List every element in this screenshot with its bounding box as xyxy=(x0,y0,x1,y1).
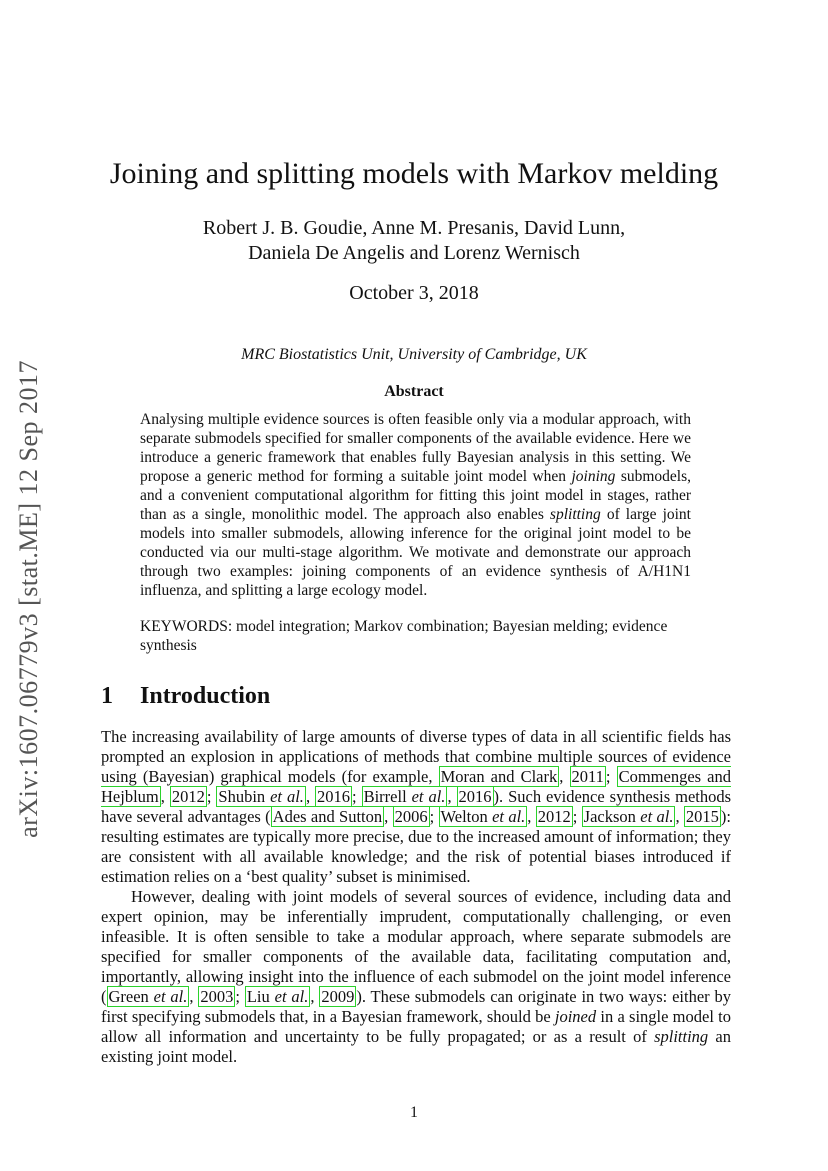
p2-sep: ; xyxy=(235,987,245,1006)
p1-sep: , xyxy=(384,807,393,826)
p1-sep: , xyxy=(675,807,684,826)
introduction-body xyxy=(101,727,731,1067)
author-line-2: Daniela De Angelis and Lorenz Wernisch xyxy=(248,242,580,264)
citation-link[interactable]: Ades and Sutton xyxy=(272,807,383,826)
citation-author: Shubin xyxy=(218,787,271,806)
citation-year-link[interactable]: 2011 xyxy=(571,767,604,786)
paper-title: Joining and splitting models with Markov melding xyxy=(109,157,719,190)
citation-link[interactable] xyxy=(216,786,306,807)
p1-sep: ; xyxy=(572,807,582,826)
citation-link[interactable] xyxy=(107,986,190,1007)
abstract-part-1: Analysing multiple evidence sources is often feasible only via a modular approach, with separate submodels specified for smaller components of the available evidence. Here we introduce a generic framework that enables fully Bayesian analysis in this setting. We propose a generic method for forming a suitable joint model when xyxy=(140,411,691,485)
intro-paragraph-1 xyxy=(101,727,731,887)
abstract-text xyxy=(140,410,691,600)
p2-text-d: an existing joint model. xyxy=(101,1027,731,1066)
p1-sep: ; xyxy=(352,787,362,806)
citation-link[interactable]: Commenges and Hejblum xyxy=(101,767,731,806)
citation-author: Jackson xyxy=(583,807,641,826)
intro-paragraph-2 xyxy=(101,887,731,1067)
p1-sep: ; xyxy=(206,787,217,806)
citation-year-link[interactable]: 2009 xyxy=(321,987,355,1006)
citation-link[interactable] xyxy=(245,986,311,1007)
citation-year-link[interactable]: 2012 xyxy=(171,787,205,806)
citation-et-al: et al. xyxy=(492,807,526,826)
section-title: Introduction xyxy=(140,683,271,709)
abstract-part-3: of large joint models into smaller submodels, allowing inference for the original joint model to be conducted via our multi-stage algorithm. We motivate and demonstrate our approach through two examples: joining components of an evidence synthesis of A/H1N1 influenza, and splitting a large ecology model. xyxy=(140,506,691,599)
citation-link[interactable] xyxy=(362,786,448,807)
p2-text-a: However, dealing with joint models of several sources of evidence, including data and expert opinion, may be inferentially imprudent, computationally challenging, or even infeasible. It is often sensible to take a modular approach, where separate submodels are specified for smaller components of the available data, facilitating computation and, importantly, allowing insight into the influence of each submodel on the joint model inference ( xyxy=(101,887,731,1006)
p2-sep: , xyxy=(310,987,320,1006)
abstract-emphasis-splitting: splitting xyxy=(549,506,601,523)
p1-text-a: The increasing availability of large amounts of diverse types of data in all scientific fields has prompted an explosion in applications of methods that combine multiple sources of evidence using (Bayesian) graphical models (for example, xyxy=(101,727,731,786)
p1-sep: , xyxy=(305,787,316,806)
citation-et-al: et al. xyxy=(640,807,674,826)
citation-author: Birrell xyxy=(363,787,412,806)
p1-sep: ; xyxy=(605,767,617,786)
citation-et-al: et al. xyxy=(270,787,304,806)
citation-author: Welton xyxy=(440,807,493,826)
section-number: 1 xyxy=(101,683,113,709)
page-number: 1 xyxy=(410,1104,418,1121)
citation-author: Green xyxy=(108,987,154,1006)
paper-date: October 3, 2018 xyxy=(349,282,479,304)
p1-sep: ; xyxy=(429,807,439,826)
abstract-part-2: submodels, and a convenient computational algorithm for fitting this joint model in stages, rather than as a single, monolithic model. The approach also enables xyxy=(140,468,692,523)
p1-sep: , xyxy=(160,787,170,806)
citation-link[interactable] xyxy=(439,806,528,827)
citation-year-link[interactable]: 2003 xyxy=(200,987,234,1006)
p2-sep: , xyxy=(189,987,199,1006)
p1-sep: , xyxy=(527,807,536,826)
citation-year-link[interactable]: 2016 xyxy=(458,787,492,806)
citation-year-link[interactable]: 2012 xyxy=(537,807,571,826)
author-line-1: Robert J. B. Goudie, Anne M. Presanis, David Lunn, xyxy=(202,217,626,239)
citation-et-al: et al. xyxy=(153,987,188,1006)
p1-text-b: ). Such evidence synthesis methods have several advantages ( xyxy=(101,787,732,826)
author-list xyxy=(0,216,828,266)
p2-text-b: ). These submodels can originate in two ways: either by first specifying submodels that, in a Bayesian framework, should be xyxy=(101,987,732,1026)
citation-et-al: et al. xyxy=(411,787,446,806)
citation-author: Liu xyxy=(246,987,275,1006)
p1-sep: , xyxy=(447,787,457,806)
emphasis-joined: joined xyxy=(554,1007,597,1026)
citation-year-link[interactable]: 2016 xyxy=(317,787,351,806)
keywords: KEYWORDS: model integration; Markov combination; Bayesian melding; evidence synthesis xyxy=(140,618,668,654)
emphasis-splitting: splitting xyxy=(654,1027,709,1046)
citation-year-link[interactable]: 2006 xyxy=(394,807,428,826)
p1-sep: , xyxy=(559,767,570,786)
abstract-heading: Abstract xyxy=(384,383,444,400)
p1-text-c: ): resulting estimates are typically more precise, due to the increased amount of information; they are consistent with all available knowledge; and the risk of potential biases introduced if estimation relies on a ‘best quality’ subset is minimised. xyxy=(101,807,731,886)
citation-year-link[interactable]: 2015 xyxy=(685,807,719,826)
p2-text-c: in a single model to allow all information and uncertainty to be fully propagated; or as a result of xyxy=(101,1007,731,1046)
citation-link[interactable]: Moran and Clark xyxy=(440,767,558,786)
section-heading xyxy=(101,683,270,710)
abstract-emphasis-joining: joining xyxy=(571,468,616,485)
citation-et-al: et al. xyxy=(274,987,309,1006)
arxiv-identifier: arXiv:1607.06779v3 [stat.ME] 12 Sep 2017 xyxy=(14,360,43,838)
citation-link[interactable] xyxy=(582,806,676,827)
affiliation: MRC Biostatistics Unit, University of Cambridge, UK xyxy=(241,346,587,363)
